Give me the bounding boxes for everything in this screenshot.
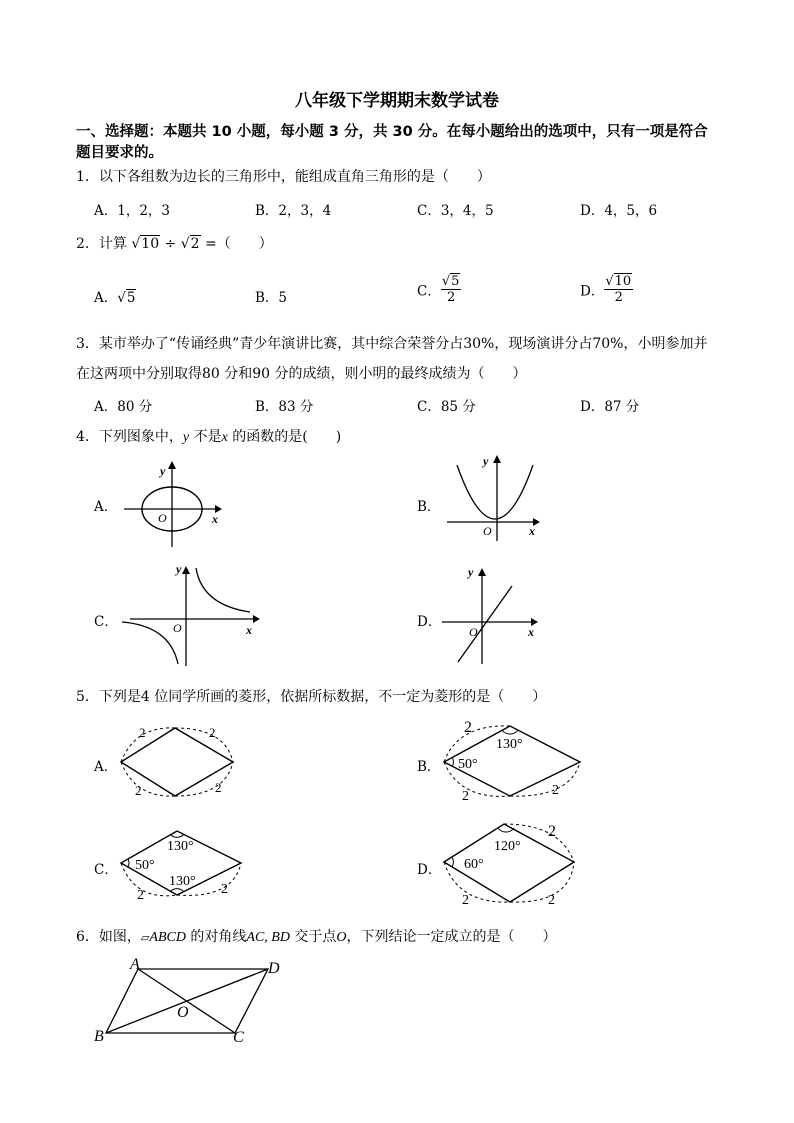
svg-text:130°: 130° [167, 839, 194, 854]
question-4-stem: 4．下列图象中，y 不是x 的函数的是( ) [76, 429, 342, 445]
q4-label-b: B． [417, 499, 441, 515]
svg-text:2: 2 [464, 719, 472, 736]
q1-option-c: C．3，4，5 [417, 203, 494, 219]
q5-label-c: C． [94, 862, 118, 878]
q4-graph-a-ellipse [120, 455, 230, 550]
q4-label-c: C． [94, 614, 118, 630]
q2-suffix: =（ ） [200, 236, 273, 252]
svg-text:D: D [268, 960, 280, 977]
svg-text:O: O [173, 621, 182, 635]
svg-text:O: O [483, 524, 492, 538]
svg-text:y: y [176, 562, 182, 576]
q2-option-c: C． $\frac{√5}{2}$ [417, 274, 460, 305]
q6-parallelogram-figure [90, 955, 290, 1050]
svg-text:x: x [246, 623, 252, 637]
svg-text:A: A [130, 956, 140, 973]
svg-text:2: 2 [139, 725, 146, 740]
svg-text:C: C [233, 1029, 244, 1046]
q3-option-b: B．83 分 [255, 399, 314, 415]
svg-text:x: x [212, 512, 218, 526]
svg-text:2: 2 [215, 780, 222, 795]
svg-text:y: y [483, 454, 489, 468]
page-title: 八年级下学期期末数学试卷 [295, 91, 499, 111]
svg-text:y: y [468, 565, 474, 579]
q3-option-c: C．85 分 [417, 399, 476, 415]
q1-option-b: B．2，3，4 [255, 203, 332, 219]
svg-text:50°: 50° [135, 858, 155, 873]
question-3-line2: 在这两项中分别取得80 分和90 分的成绩，则小明的最终成绩为（ ） [76, 366, 527, 382]
question-1-stem: 1．以下各组数为边长的三角形中，能组成直角三角形的是（ ） [76, 169, 491, 185]
svg-text:2: 2 [135, 783, 142, 798]
q1-option-d: D．4，5，6 [580, 203, 658, 219]
q4-label-a: A． [94, 499, 118, 515]
q4-graph-b-parabola [445, 453, 545, 543]
svg-text:2: 2 [137, 888, 144, 903]
svg-text:O: O [177, 1004, 189, 1021]
svg-text:2: 2 [548, 893, 555, 908]
svg-text:2: 2 [548, 823, 556, 840]
svg-text:130°: 130° [169, 874, 196, 889]
svg-text:130°: 130° [496, 737, 523, 752]
q4-label-d: D． [417, 614, 442, 630]
svg-text:2: 2 [462, 789, 469, 804]
question-5-stem: 5．下列是4 位同学所画的菱形，依据所标数据，不一定为菱形的是（ ） [76, 689, 547, 705]
q5-label-d: D． [417, 862, 442, 878]
svg-text:O: O [469, 625, 478, 639]
q1-option-a: A．1，2，3 [94, 203, 171, 219]
q4-graph-d-line [440, 562, 545, 667]
question-3-line1: 3．某市举办了“传诵经典”青少年演讲比赛，其中综合荣誉分占30%，现场演讲分占70%，小明参加并 [76, 336, 708, 352]
svg-text:B: B [94, 1028, 104, 1045]
q2-option-b: B．5 [255, 290, 288, 306]
q5-label-a: A． [94, 759, 118, 775]
q2-sqrt2: √2 [180, 236, 200, 252]
q5-rhombus-b [438, 718, 588, 806]
question-2-stem [76, 233, 273, 253]
q5-label-b: B． [417, 759, 441, 775]
svg-text:2: 2 [462, 893, 469, 908]
question-6-stem: 6．如图，▱ABCD 的对角线AC, BD 交于点O，下列结论一定成立的是（ ） [76, 929, 557, 945]
section-heading-line2: 题目要求的。 [76, 145, 163, 161]
svg-text:50°: 50° [458, 757, 478, 772]
svg-text:2: 2 [552, 783, 559, 798]
svg-text:O: O [158, 511, 167, 525]
q2-option-d: D． $\frac{√10}{2}$ [580, 274, 632, 305]
svg-text:2: 2 [221, 882, 228, 897]
q5-rhombus-c [115, 825, 250, 907]
section-heading-line1: 一、选择题：本题共 10 小题，每小题 3 分，共 30 分。在每小题给出的选项中，只有一项是符合 [76, 124, 708, 140]
svg-text:60°: 60° [464, 857, 484, 872]
q3-option-d: D．87 分 [580, 399, 640, 415]
svg-text:x: x [529, 524, 535, 538]
q5-rhombus-a [115, 720, 245, 805]
q2-divide-sign: ÷ [160, 236, 181, 252]
q2-prefix: 2．计算 [76, 236, 132, 252]
q2-sqrt10: √10 [131, 236, 160, 252]
q3-option-a: A．80 分 [94, 399, 153, 415]
svg-text:120°: 120° [494, 839, 521, 854]
q4-graph-c-hyperbola [120, 560, 270, 670]
q2-option-a: A．√5 [94, 290, 136, 306]
svg-text:2: 2 [209, 725, 216, 740]
q5-rhombus-d [438, 818, 588, 910]
svg-text:y: y [160, 464, 166, 478]
svg-text:x: x [528, 625, 534, 639]
